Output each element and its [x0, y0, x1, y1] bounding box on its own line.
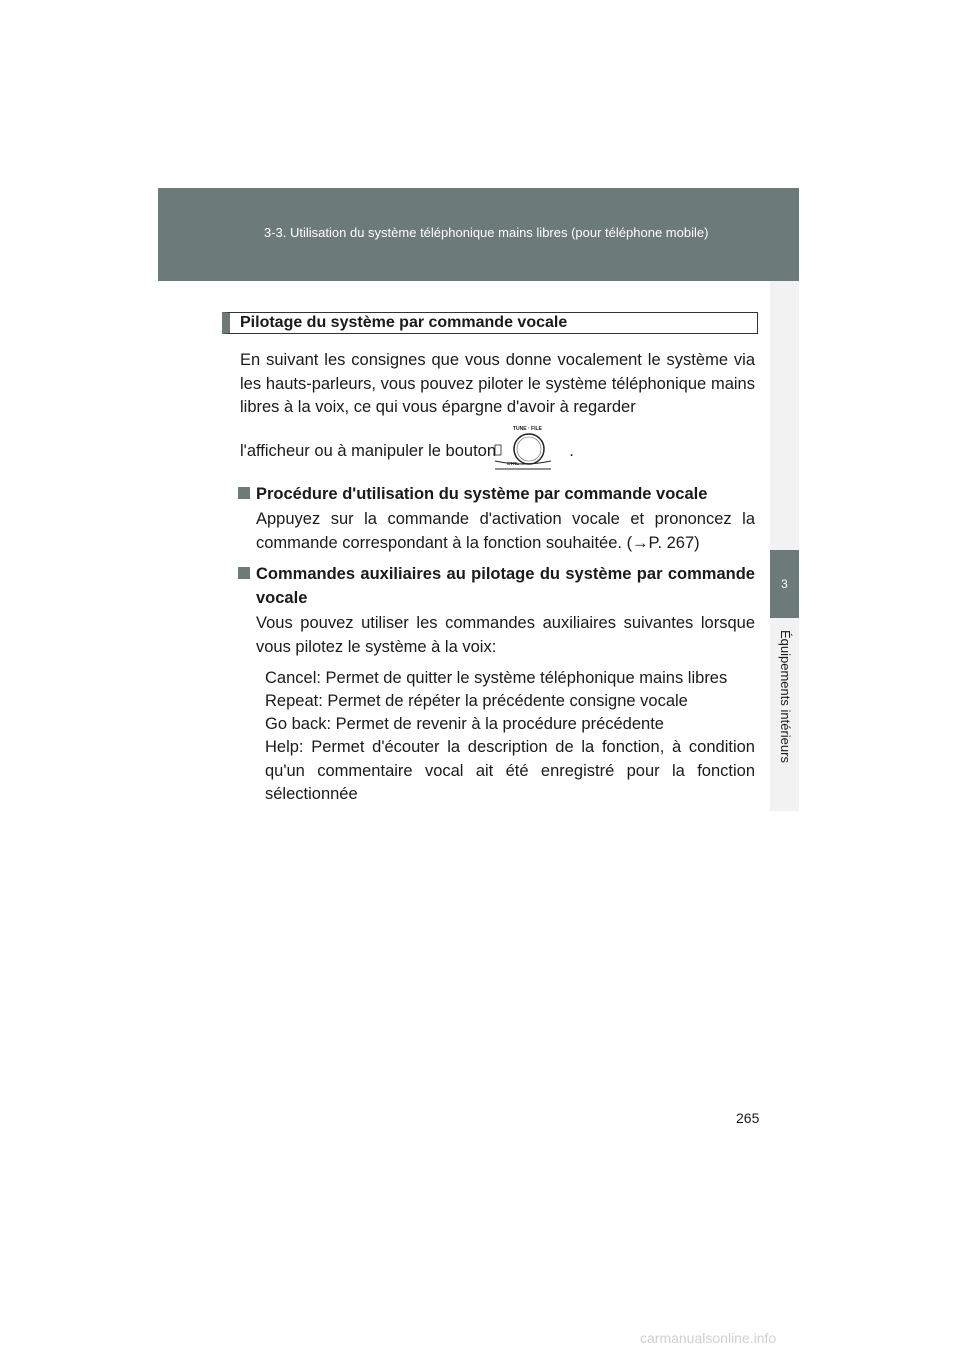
aux-heading: Commandes auxiliaires au pilotage du système par commande vocale [238, 563, 758, 587]
command-cancel: Cancel: Permet de quitter le système téléphonique mains libres [265, 669, 728, 687]
knob-top-label: TUNE · FILE [513, 426, 542, 432]
running-header: 3-3. Utilisation du système téléphonique mains libres (pour téléphone mobile) [264, 225, 709, 240]
chapter-label: Équipements intérieurs [778, 630, 793, 763]
intro-paragraph: En suivant les consignes que vous donne vocalement le système via les hauts-parleurs, vous pouvez piloter le système téléphonique mains libres à la voix, ce qui vous épargne d'avoir à regarder [240, 351, 755, 416]
command-repeat: Repeat: Permet de répéter la précédente consigne vocale [265, 692, 688, 710]
tune-file-knob-icon [493, 423, 553, 473]
command-help: Help: Permet d'écouter la description de la fonction, à condition qu'un commentaire vocal ait été enregistré pour la fonction sélectionnée [265, 738, 755, 803]
section-heading-box [222, 312, 758, 334]
intro-last-text: l'afficheur ou à manipuler le bouton [240, 442, 497, 460]
watermark: carmanualsonline.info [640, 1330, 777, 1346]
bullet-square-icon [238, 487, 250, 499]
procedure-heading: Procédure d'utilisation du système par commande vocale [238, 483, 758, 507]
section-title: Pilotage du système par commande vocale [240, 314, 568, 331]
bullet-square-icon [238, 567, 250, 579]
chapter-number: 3 [770, 550, 799, 618]
procedure-text: Appuyez sur la commande d'activation vocale et prononcez la commande correspondant à la fonction souhaitée. (→P. 267) [256, 510, 755, 552]
knob-bottom-label: CTRL [507, 461, 519, 466]
aux-text: Vous pouvez utiliser les commandes auxiliaires suivantes lorsque vous pilotez le système à la voix: [256, 614, 755, 656]
page-number: 265 [736, 1110, 760, 1126]
command-go-back: Go back: Permet de revenir à la procédure précédente [265, 715, 664, 733]
intro-last-period: . [569, 442, 574, 460]
